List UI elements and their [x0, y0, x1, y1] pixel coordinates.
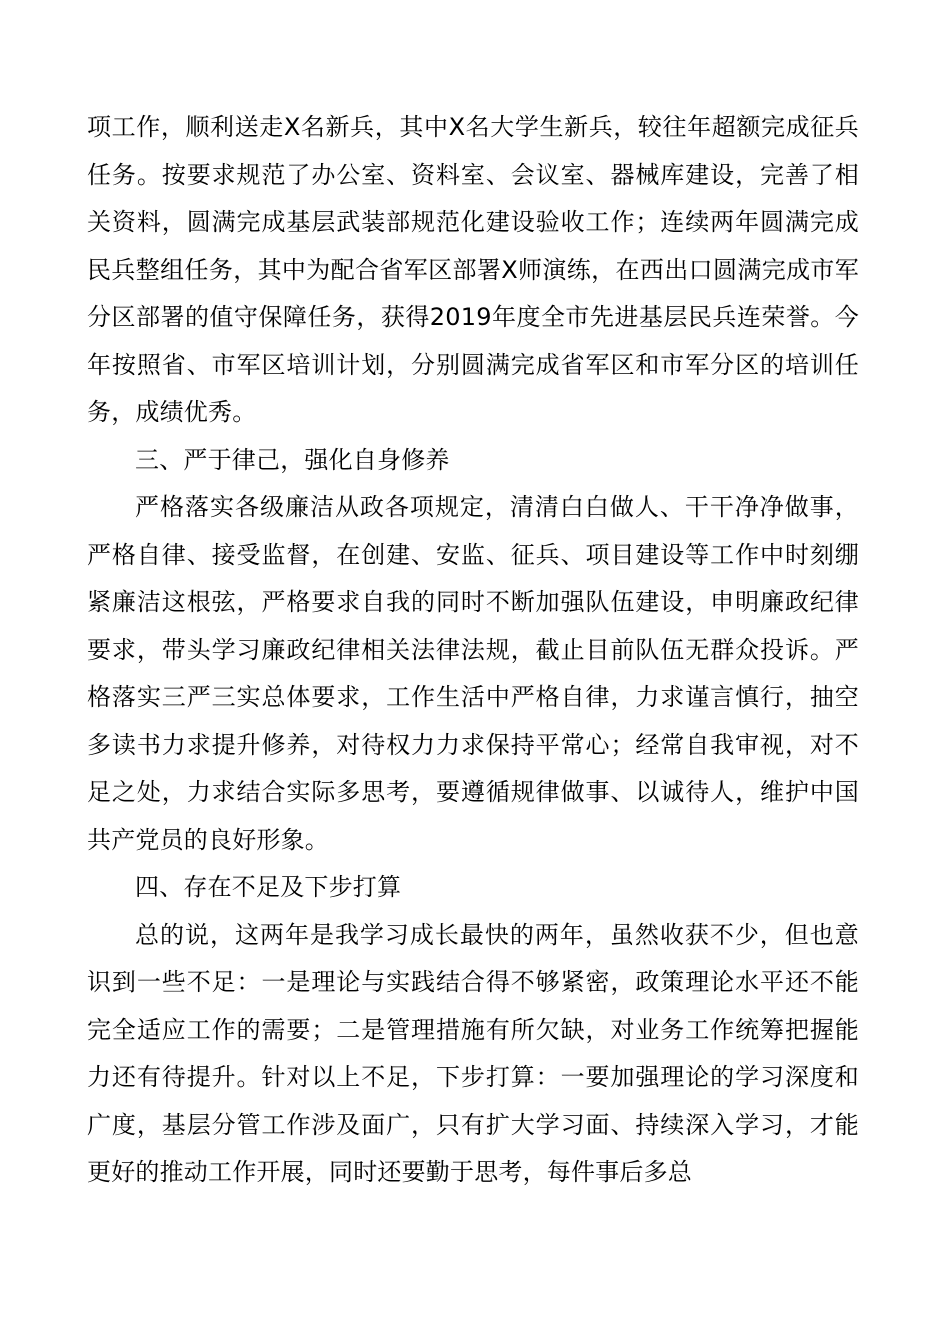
- paragraph-self-discipline: 严格落实各级廉洁从政各项规定，清清白白做人、干干净净做事，严格自律、接受监督，在创建、安监、征兵、项目建设等工作中时刻绷紧廉洁这根弦，严格要求自我的同时不断加强队伍建设，申明廉政纪律要求，带头学习廉政纪律相关法律法规，截止目前队伍无群众投诉。严格落实三严三实总体要求，工作生活中严格自律，力求谨言慎行，抽空多读书力求提升修养，对待权力力求保持平常心；经常自我审视，对不足之处，力求结合实际多思考，要遵循规律做事、以诚待人，维护中国共产党员的良好形象。: [87, 493, 859, 854]
- paragraph-continuation: 项工作，顺利送走X名新兵，其中X名大学生新兵，较往年超额完成征兵任务。按要求规范了办公室、资料室、会议室、器械库建设，完善了相关资料，圆满完成基层武装部规范化建设验收工作；连续两年圆满完成民兵整组任务，其中为配合省军区部署X师演练，在西出口圆满完成市军分区部署的值守保障任务，获得2019年度全市先进基层民兵连荣誉。今年按照省、市军区培训计划，分别圆满完成省军区和市军分区的培训任务，成绩优秀。: [87, 113, 859, 426]
- paragraph-shortcomings: 总的说，这两年是我学习成长最快的两年，虽然收获不少，但也意识到一些不足：一是理论与实践结合得不够紧密，政策理论水平还不能完全适应工作的需要；二是管理措施有所欠缺，对业务工作统筹把握能力还有待提升。针对以上不足，下步打算：一要加强理论的学习深度和广度，基层分管工作涉及面广，只有扩大学习面、持续深入学习，才能更好的推动工作开展，同时还要勤于思考，每件事后多总: [87, 920, 859, 1186]
- document-body: [87, 104, 859, 1197]
- section-heading-3: 三、严于律己，强化自身修养: [135, 445, 450, 474]
- section-heading-4: 四、存在不足及下步打算: [135, 873, 402, 901]
